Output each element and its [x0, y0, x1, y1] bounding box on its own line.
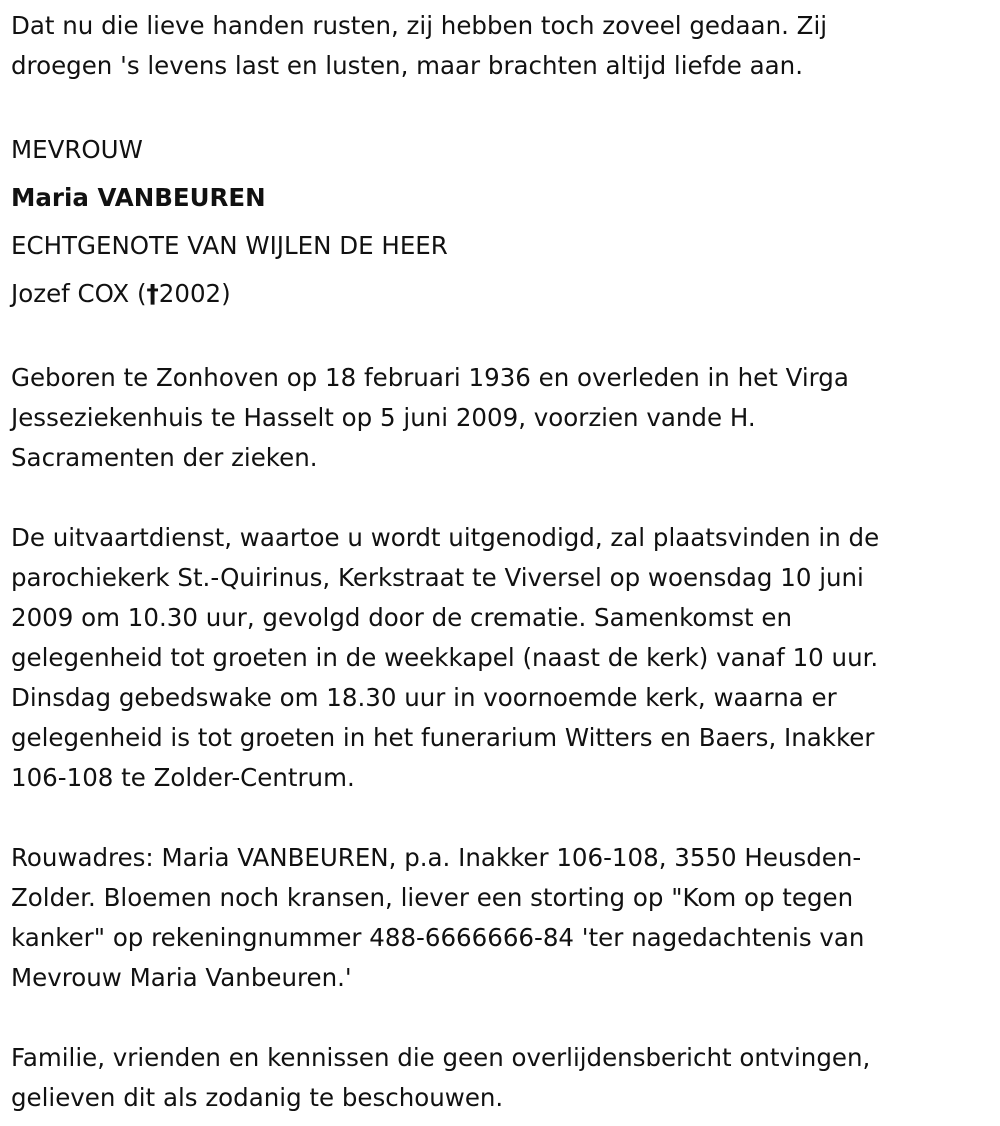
relation: ECHTGENOTE VAN WIJLEN DE HEER: [11, 231, 448, 260]
poem-block: [11, 6, 986, 86]
poem-line: Dat nu die lieve handen rusten, zij hebben toch zoveel gedaan. Zij: [11, 11, 828, 40]
address-line: kanker" op rekeningnummer 488-6666666-84 'ter nagedachtenis van: [11, 923, 865, 952]
funeral-line: gelegenheid is tot groeten in het funerarium Witters en Baers, Inakker: [11, 723, 875, 752]
spouse-name: Jozef COX (: [11, 279, 147, 308]
obituary-document: [11, 6, 986, 1118]
deceased-name: Maria VANBEUREN: [11, 183, 266, 212]
address-line: Rouwadres: Maria VANBEUREN, p.a. Inakker 106-108, 3550 Heusden-: [11, 843, 862, 872]
address-line: Zolder. Bloemen noch kransen, liever een storting op "Kom op tegen: [11, 883, 854, 912]
poem-line: droegen 's levens last en lusten, maar brachten altijd liefde aan.: [11, 51, 803, 80]
spouse-line: [11, 270, 986, 318]
funeral-line: parochiekerk St.-Quirinus, Kerkstraat te Viversel op woensdag 10 juni: [11, 563, 864, 592]
spacer: [11, 798, 986, 838]
spouse-year: 2002): [158, 279, 231, 308]
address-block: [11, 838, 986, 998]
funeral-line: Dinsdag gebedswake om 18.30 uur in voornoemde kerk, waarna er: [11, 683, 837, 712]
cross-icon: †: [146, 279, 159, 308]
funeral-line: gelegenheid tot groeten in de weekkapel (naast de kerk) vanaf 10 uur.: [11, 643, 879, 672]
birth-death-line: Sacramenten der zieken.: [11, 443, 318, 472]
closing-line: Familie, vrienden en kennissen die geen overlijdensbericht ontvingen,: [11, 1043, 871, 1072]
spacer: [11, 86, 986, 126]
birth-death-line: Jesseziekenhuis te Hasselt op 5 juni 2009, voorzien vande H.: [11, 403, 756, 432]
closing-line: gelieven dit als zodanig te beschouwen.: [11, 1083, 504, 1112]
header-block: [11, 126, 986, 318]
funeral-block: [11, 518, 986, 798]
spacer: [11, 478, 986, 518]
closing-block: [11, 1038, 986, 1118]
birth-death-block: [11, 358, 986, 478]
funeral-line: De uitvaartdienst, waartoe u wordt uitgenodigd, zal plaatsvinden in de: [11, 523, 880, 552]
funeral-line: 2009 om 10.30 uur, gevolgd door de crematie. Samenkomst en: [11, 603, 793, 632]
spacer: [11, 998, 986, 1038]
salutation: MEVROUW: [11, 135, 143, 164]
spacer: [11, 318, 986, 358]
birth-death-line: Geboren te Zonhoven op 18 februari 1936 en overleden in het Virga: [11, 363, 849, 392]
address-line: Mevrouw Maria Vanbeuren.': [11, 963, 352, 992]
funeral-line: 106-108 te Zolder-Centrum.: [11, 763, 355, 792]
